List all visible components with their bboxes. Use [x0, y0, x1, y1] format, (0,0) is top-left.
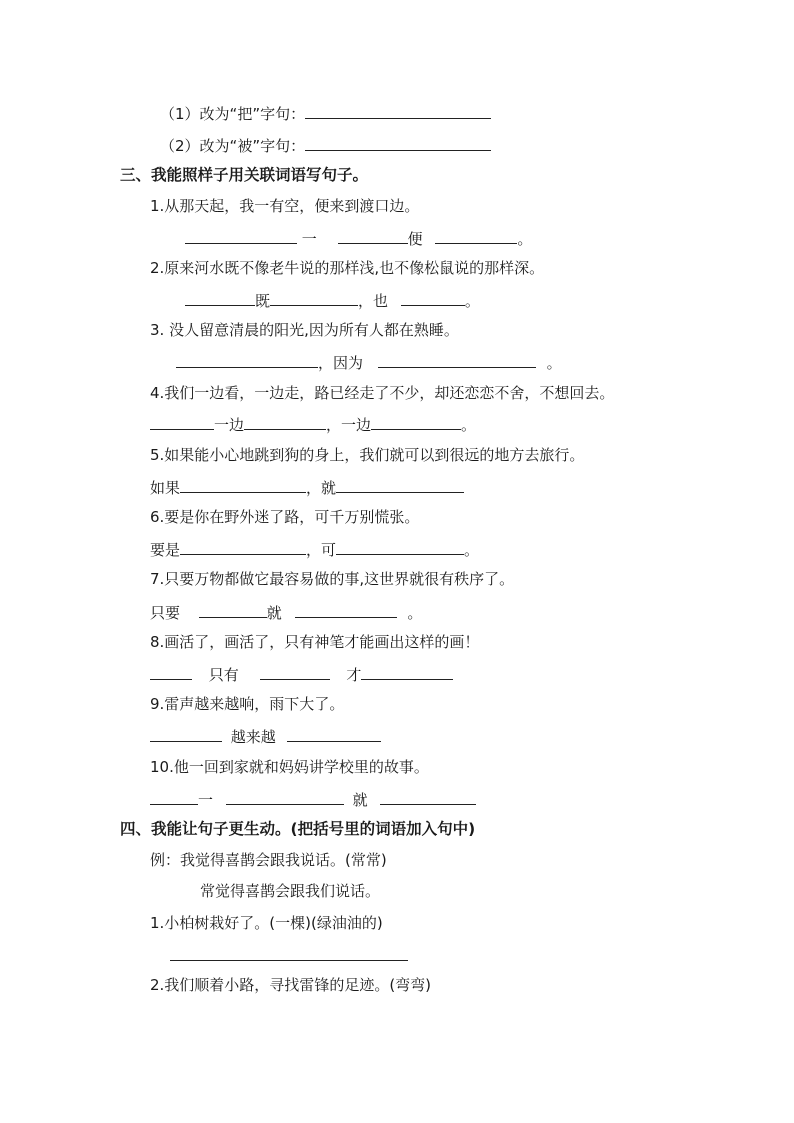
end-punctuation: 。 [546, 354, 562, 372]
connective-label: 就 [352, 791, 368, 809]
answer-blank[interactable] [270, 290, 358, 306]
connective-label: 便 [407, 230, 423, 248]
connective-label: 只有 [208, 666, 239, 684]
answer-blank[interactable] [338, 228, 408, 244]
answer-blank[interactable] [287, 726, 381, 742]
end-punctuation: 。 [407, 604, 423, 622]
answer-3-6 [150, 539, 479, 560]
section-3-heading: 三、我能照样子用关联词语写句子。 [120, 166, 369, 184]
answer-4-1 [170, 945, 408, 966]
connective-label: ，也 [358, 292, 389, 310]
answer-blank[interactable] [260, 664, 330, 680]
answer-blank[interactable] [150, 414, 214, 430]
rewrite-ba-label: （1）改为“把”字句： [160, 105, 306, 123]
connective-label: 一 [198, 791, 214, 809]
question-3-4: 4.我们一边看，一边走，路已经走了不少，却还恋恋不舍，不想回去。 [150, 384, 615, 402]
question-3-6: 6.要是你在野外迷了路，可千万别慌张。 [150, 508, 420, 526]
rewrite-ba-line [160, 103, 491, 124]
answer-3-3 [176, 352, 562, 373]
answer-blank[interactable] [176, 352, 318, 368]
answer-blank[interactable] [336, 539, 464, 555]
answer-3-10 [150, 789, 476, 810]
connective-label: ，就 [306, 479, 337, 497]
question-3-2: 2.原来河水既不像老牛说的那样浅,也不像松鼠说的那样深。 [150, 259, 545, 277]
example-answer: 常觉得喜鹊会跟我们说话。 [200, 882, 381, 900]
connective-label: 就 [266, 604, 282, 622]
answer-blank[interactable] [170, 945, 408, 961]
answer-blank[interactable] [380, 789, 476, 805]
connective-label: 一边 [214, 416, 245, 434]
connective-label: 越来越 [230, 728, 276, 746]
section-4-heading: 四、我能让句子更生动。(把括号里的词语加入句中) [120, 820, 476, 838]
answer-3-5 [150, 477, 464, 498]
question-3-9: 9.雷声越来越响，雨下大了。 [150, 695, 345, 713]
answer-blank[interactable] [295, 602, 397, 618]
question-3-10: 10.他一回到家就和妈妈讲学校里的故事。 [150, 758, 429, 776]
answer-blank[interactable] [244, 414, 326, 430]
question-4-2: 2.我们顺着小路，寻找雷锋的足迹。(弯弯) [150, 976, 432, 994]
answer-3-1 [185, 228, 532, 249]
answer-blank[interactable] [435, 228, 517, 244]
answer-blank[interactable] [305, 135, 491, 151]
question-4-1: 1.小柏树栽好了。(一棵)(绿油油的) [150, 914, 383, 932]
rewrite-bei-label: （2）改为“被”字句： [160, 137, 306, 155]
answer-3-7 [150, 602, 422, 623]
answer-3-4 [150, 414, 476, 435]
answer-3-8 [150, 664, 453, 685]
connective-label: ，一边 [326, 416, 372, 434]
example-sentence: 例：我觉得喜鹊会跟我说话。(常常) [150, 851, 387, 869]
answer-blank[interactable] [150, 789, 198, 805]
connective-label: 要是 [150, 541, 181, 559]
rewrite-bei-line [160, 135, 491, 156]
connective-label: 一 [301, 230, 317, 248]
end-punctuation: 。 [517, 230, 533, 248]
answer-blank[interactable] [378, 352, 536, 368]
answer-blank[interactable] [180, 539, 306, 555]
answer-blank[interactable] [150, 664, 192, 680]
answer-blank[interactable] [226, 789, 344, 805]
answer-blank[interactable] [336, 477, 464, 493]
answer-3-9 [150, 726, 381, 747]
answer-blank[interactable] [185, 228, 297, 244]
connective-label: 既 [255, 292, 271, 310]
question-3-3: 3. 没人留意清晨的阳光,因为所有人都在熟睡。 [150, 321, 459, 339]
question-3-1: 1.从那天起，我一有空，便来到渡口边。 [150, 197, 420, 215]
connective-label: 只要 [150, 604, 181, 622]
question-3-5: 5.如果能小心地跳到狗的身上，我们就可以到很远的地方去旅行。 [150, 446, 585, 464]
answer-blank[interactable] [371, 414, 461, 430]
connective-label: ，因为 [318, 354, 364, 372]
connective-label: ，可 [306, 541, 337, 559]
answer-blank[interactable] [180, 477, 306, 493]
answer-blank[interactable] [185, 290, 255, 306]
question-3-7: 7.只要万物都做它最容易做的事,这世界就很有秩序了。 [150, 570, 515, 588]
question-3-8: 8.画活了，画活了，只有神笔才能画出这样的画！ [150, 633, 480, 651]
answer-blank[interactable] [199, 602, 267, 618]
connective-label: 如果 [150, 479, 181, 497]
answer-blank[interactable] [305, 103, 491, 119]
answer-3-2 [185, 290, 480, 311]
end-punctuation: 。 [461, 416, 477, 434]
answer-blank[interactable] [361, 664, 453, 680]
answer-blank[interactable] [150, 726, 222, 742]
end-punctuation: 。 [464, 541, 480, 559]
answer-blank[interactable] [401, 290, 465, 306]
end-punctuation: 。 [464, 292, 480, 310]
connective-label: 才 [346, 666, 362, 684]
